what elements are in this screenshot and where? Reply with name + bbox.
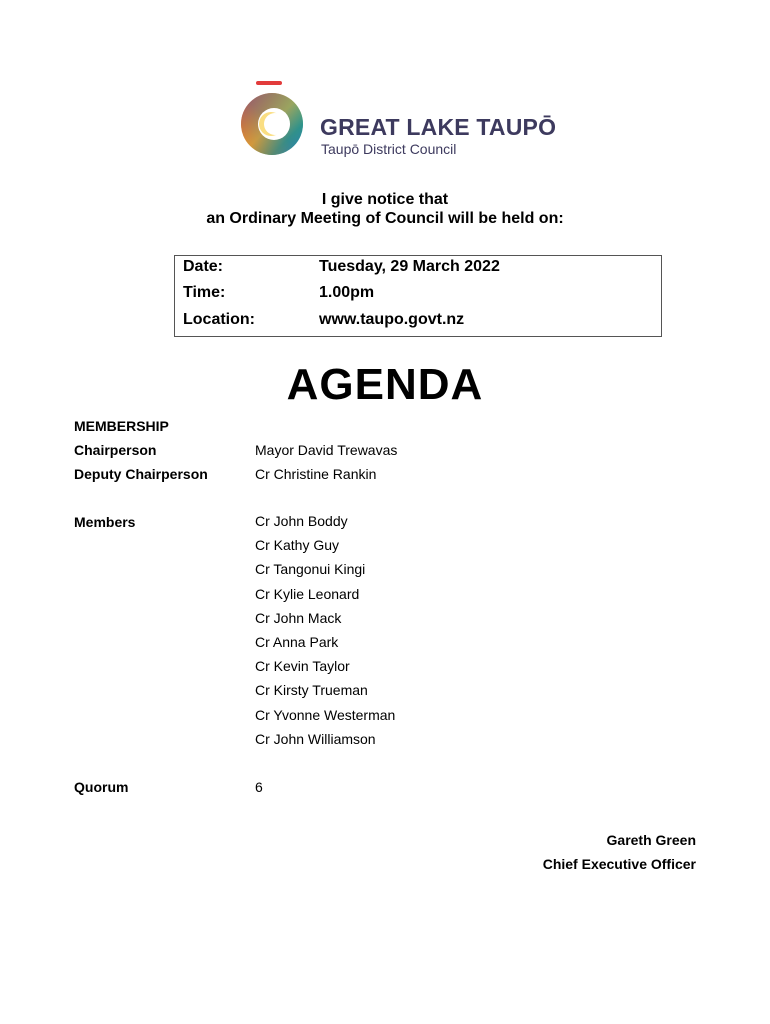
member-item: Cr John Williamson bbox=[255, 730, 376, 747]
member-item: Cr Tangonui Kingi bbox=[255, 561, 366, 578]
time-label: Time: bbox=[183, 284, 226, 301]
chairperson-label: Chairperson bbox=[74, 442, 157, 458]
notice-line-2: an Ordinary Meeting of Council will be held on: bbox=[206, 210, 564, 227]
member-item: Cr John Boddy bbox=[255, 513, 348, 529]
time-row bbox=[183, 284, 375, 302]
meeting-details-box bbox=[174, 255, 662, 337]
members-list bbox=[255, 513, 395, 755]
time-value: 1.00pm bbox=[319, 284, 375, 301]
council-logo bbox=[238, 78, 557, 168]
member-item: Cr Kevin Taylor bbox=[255, 658, 350, 675]
member-item: Cr Kylie Leonard bbox=[255, 585, 360, 602]
deputy-chairperson-label: Deputy Chairperson bbox=[74, 466, 208, 482]
location-label: Location: bbox=[183, 311, 255, 328]
chairperson-value: Mayor David Trewavas bbox=[255, 442, 398, 458]
lake-taupo-logo-icon bbox=[238, 78, 318, 162]
member-item: Cr John Mack bbox=[255, 609, 342, 626]
date-label: Date: bbox=[183, 258, 224, 275]
member-item: Cr Kathy Guy bbox=[255, 537, 340, 554]
members-label: Members bbox=[74, 514, 136, 530]
signatory-name: Gareth Green bbox=[606, 832, 696, 848]
logo-wordmark: GREAT LAKE TAUPŌ bbox=[320, 114, 557, 140]
location-row bbox=[183, 311, 465, 329]
member-item: Cr Kirsty Trueman bbox=[255, 682, 368, 699]
member-item: Cr Anna Park bbox=[255, 633, 339, 650]
agenda-heading: AGENDA bbox=[286, 360, 484, 409]
signatory-title: Chief Executive Officer bbox=[542, 856, 696, 872]
notice-line-1: I give notice that bbox=[321, 191, 449, 208]
logo-subtitle: Taupō District Council bbox=[321, 141, 457, 157]
deputy-chairperson-value: Cr Christine Rankin bbox=[255, 466, 377, 482]
membership-title: MEMBERSHIP bbox=[74, 418, 169, 434]
quorum-value: 6 bbox=[255, 779, 263, 795]
date-value: Tuesday, 29 March 2022 bbox=[319, 258, 500, 275]
date-row bbox=[183, 258, 500, 276]
location-value: www.taupo.govt.nz bbox=[319, 311, 465, 328]
quorum-label: Quorum bbox=[74, 779, 129, 795]
member-item: Cr Yvonne Westerman bbox=[255, 706, 396, 723]
